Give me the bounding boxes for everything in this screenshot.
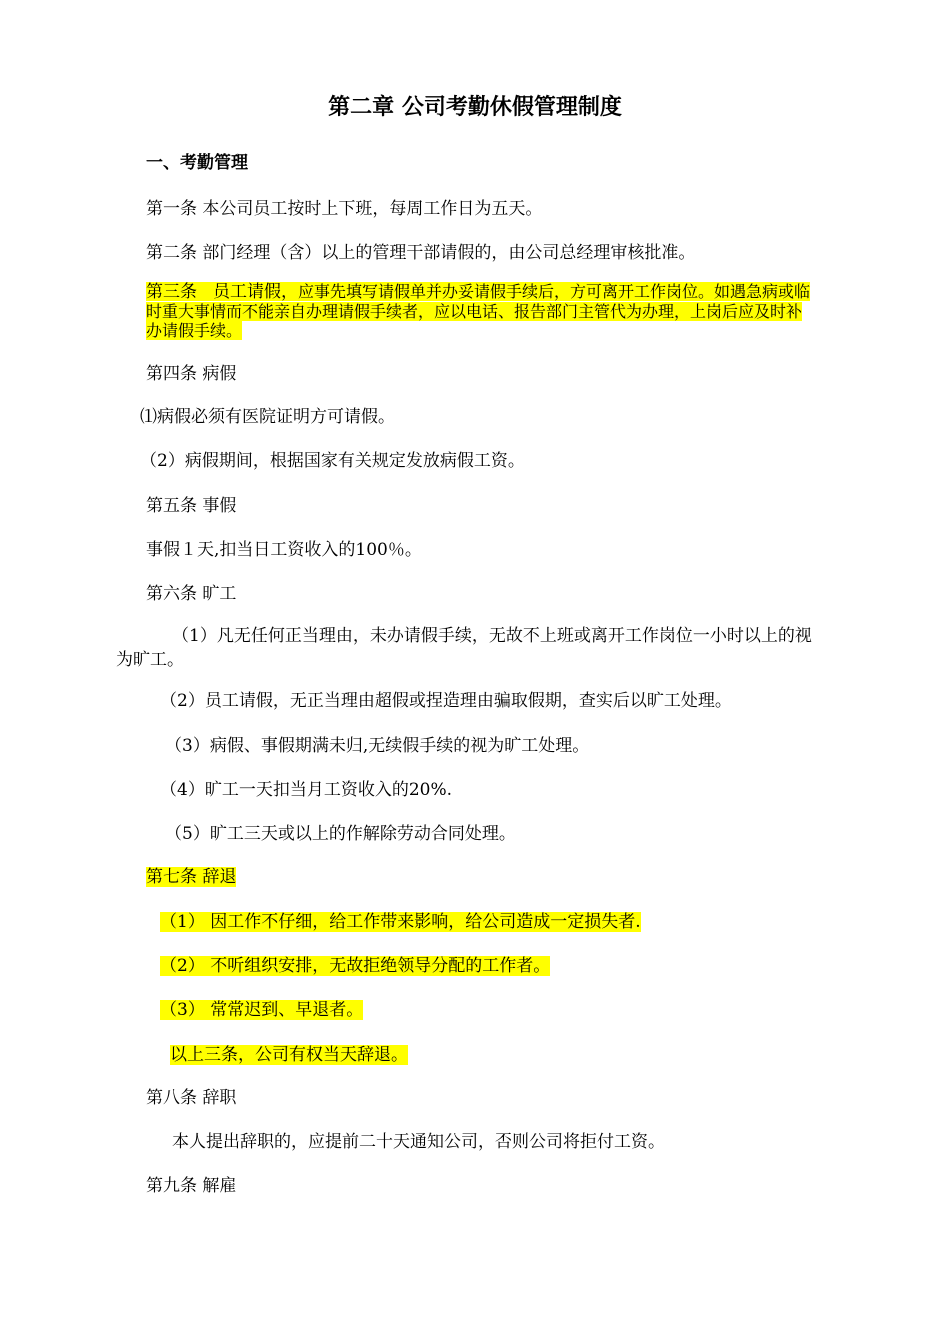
article-7-item-2 — [160, 951, 550, 976]
article-4-item-1: ⑴病假必须有医院证明方可请假。 — [140, 407, 395, 427]
article-3 — [146, 282, 816, 340]
article-6-item-1: （1）凡无任何正当理由，未办请假手续，无故不上班或离开工作岗位一小时以上的视为旷工。 — [116, 626, 812, 670]
article-7-item-1 — [160, 907, 641, 932]
article-7-item-3 — [160, 995, 363, 1020]
article-7-item-3-text: （3） 常常迟到、早退者。 — [160, 1000, 364, 1020]
article-9: 第九条 解雇 — [146, 1176, 237, 1196]
article-3-body: 应事先填写请假单并办妥请假手续后，方可离开工作岗位。如遇急病或临时重大事情而不能亲自办理请假手续者，应以电话、报告部门主管代为办理，上岗后应及时补办请假手续。 — [146, 282, 811, 340]
article-5: 第五条 事假 — [146, 496, 237, 516]
article-7-summary — [170, 1040, 408, 1065]
article-3-lead: 员工请假， — [213, 282, 298, 302]
page-title: 第二章 公司考勤休假管理制度 — [328, 95, 622, 120]
article-7-summary-text: 以上三条，公司有权当天辞退。 — [170, 1045, 408, 1065]
article-4: 第四条 病假 — [146, 364, 237, 384]
article-6: 第六条 旷工 — [146, 584, 237, 604]
article-4-item-2: （2）病假期间，根据国家有关规定发放病假工资。 — [140, 451, 525, 471]
article-8: 第八条 辞职 — [146, 1088, 237, 1108]
article-3-label: 第三条 — [146, 282, 197, 302]
article-6-item-4: （4）旷工一天扣当月工资收入的20%. — [160, 780, 453, 800]
article-7-item-1-text: （1） 因工作不仔细，给工作带来影响，给公司造成一定损失者. — [160, 912, 641, 932]
section-heading: 一、考勤管理 — [146, 153, 248, 173]
article-7-item-2-text: （2） 不听组织安排，无故拒绝领导分配的工作者。 — [160, 956, 551, 976]
article-7-heading: 第七条 辞退 — [146, 867, 237, 887]
article-8-body: 本人提出辞职的，应提前二十天通知公司，否则公司将拒付工资。 — [172, 1132, 665, 1152]
article-2: 第二条 部门经理（含）以上的管理干部请假的，由公司总经理审核批准。 — [146, 243, 696, 263]
article-7 — [146, 862, 236, 887]
article-6-item-5: （5）旷工三天或以上的作解除劳动合同处理。 — [165, 824, 516, 844]
article-1: 第一条 本公司员工按时上下班，每周工作日为五天。 — [146, 199, 543, 219]
article-6-item-3: （3）病假、事假期满未归,无续假手续的视为旷工处理。 — [165, 736, 590, 756]
article-5-body: 事假１天,扣当日工资收入的100％。 — [146, 540, 422, 560]
article-6-item-2: （2）员工请假，无正当理由超假或捏造理由骗取假期，查实后以旷工处理。 — [160, 691, 732, 711]
